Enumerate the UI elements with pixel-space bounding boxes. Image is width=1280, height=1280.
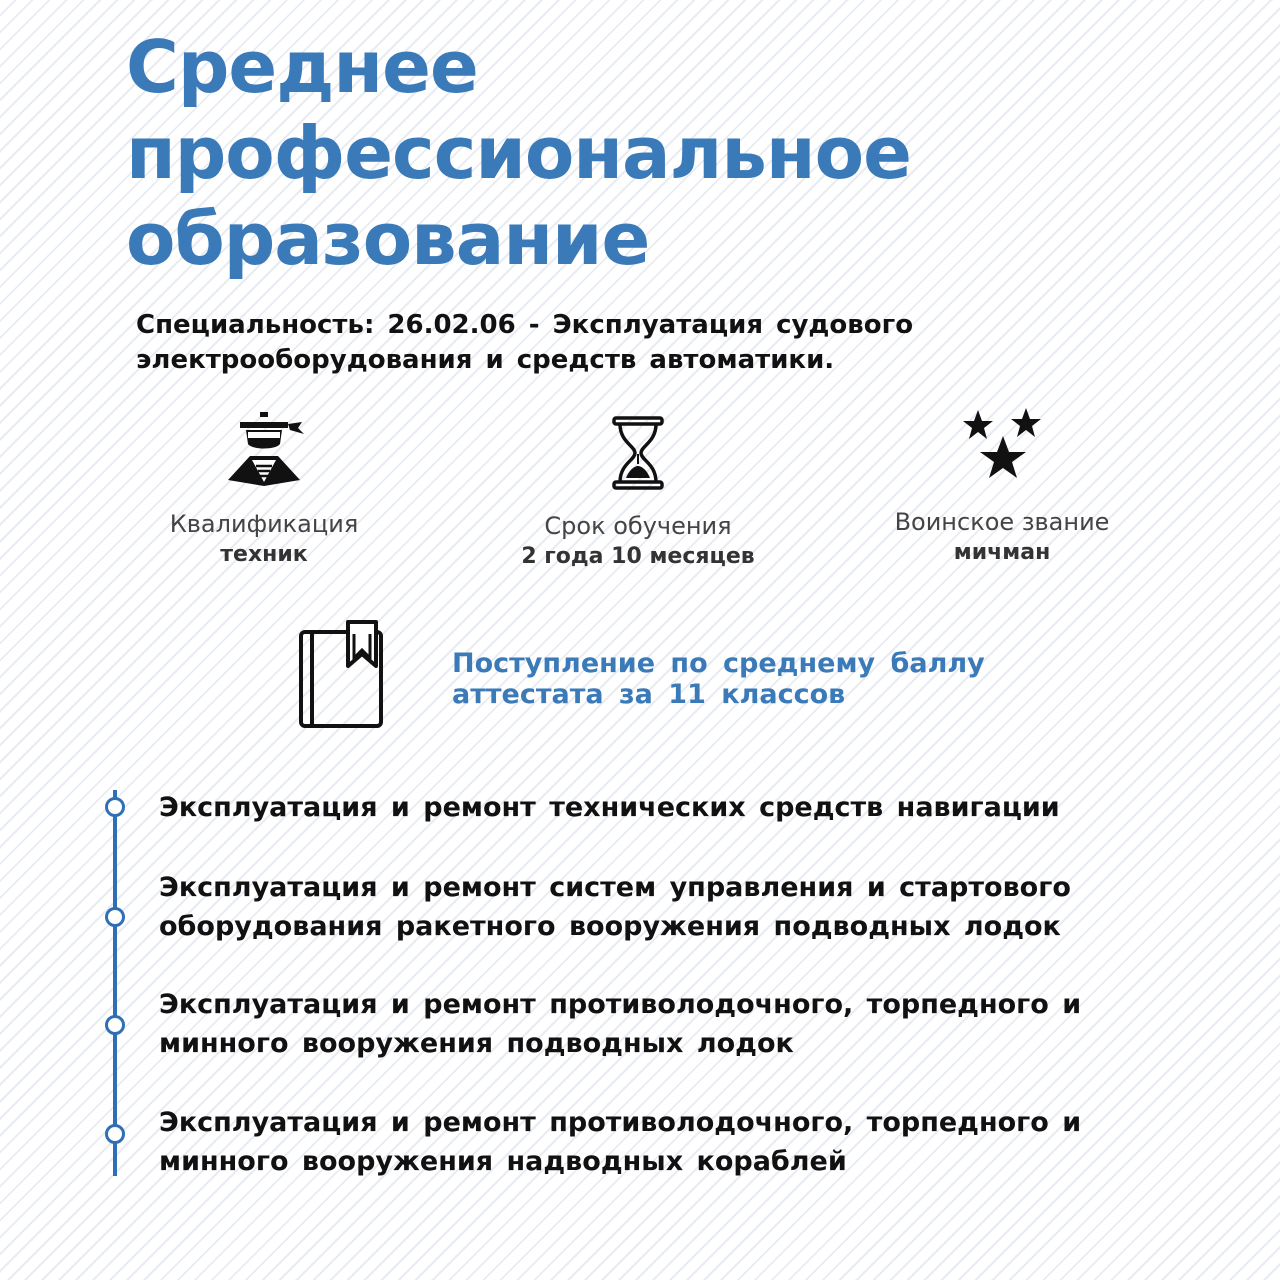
title-line-3: образование: [126, 197, 650, 281]
qualification-value: техник: [220, 542, 308, 567]
feature-duration: [478, 414, 798, 569]
specialty-text: Специальность: 26.02.06 - Эксплуатация судового электрооборудования и средств автоматики.: [136, 310, 914, 375]
timeline-dot: [105, 1124, 125, 1144]
rank-label: Воинское звание: [894, 508, 1110, 536]
duration-value: 2 года 10 месяцев: [521, 544, 755, 569]
admission-line-2: аттестата за 11 классов: [452, 679, 846, 710]
timeline-dot: [105, 1015, 125, 1035]
admission-text: [452, 648, 985, 710]
star-bottom: [980, 436, 1026, 478]
star-right: [1011, 408, 1041, 437]
title-line-2: профессиональное: [126, 111, 911, 195]
admission-line-1: Поступление по среднему баллу: [452, 648, 985, 679]
timeline-item: Эксплуатация и ремонт технических средств навигации: [159, 792, 1060, 823]
timeline-dot: [105, 797, 125, 817]
timeline-item: Эксплуатация и ремонт противолодочного, торпедного и минного вооружения надводных кораблей: [159, 1107, 1082, 1177]
timeline-dot: [105, 907, 125, 927]
timeline-line: [113, 790, 117, 1176]
stars-icon: [960, 406, 1044, 488]
hourglass-icon: [608, 414, 668, 492]
sailor-icon: [222, 410, 306, 490]
timeline-item: Эксплуатация и ремонт противолодочного, торпедного и минного вооружения подводных лодок: [159, 989, 1082, 1059]
timeline-item: Эксплуатация и ремонт систем управления и стартового оборудования ракетного вооружения подводных лодок: [159, 872, 1071, 942]
book-bookmark-icon: [298, 620, 388, 732]
page-title: [126, 24, 911, 282]
star-left: [963, 410, 993, 439]
duration-label: Срок обучения: [544, 512, 732, 540]
feature-qualification: [104, 410, 424, 567]
title-line-1: Среднее: [126, 25, 478, 109]
qualification-label: Квалификация: [169, 510, 359, 538]
rank-value: мичман: [953, 540, 1051, 565]
feature-rank: [842, 406, 1162, 565]
